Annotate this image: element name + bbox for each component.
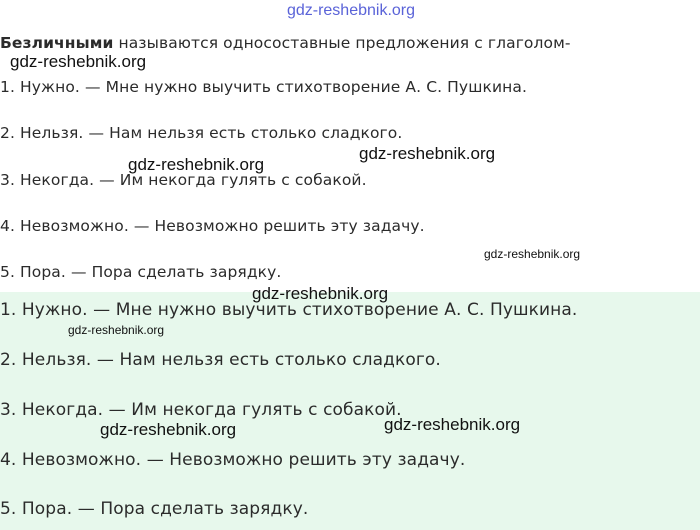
watermark: gdz-reshebnik.org bbox=[384, 415, 521, 434]
watermark: gdz-reshebnik.org bbox=[484, 247, 581, 261]
bottom-list-item-3: 3. Некогда. — Им некогда гулять с собакой. bbox=[0, 400, 402, 420]
watermark: gdz-reshebnik.org bbox=[68, 323, 165, 337]
top-list-item-5: 5. Пора. — Пора сделать зарядку. bbox=[0, 263, 282, 281]
header-watermark-text: gdz-reshebnik.org bbox=[286, 2, 416, 19]
definition-text: называются односоставные предложения с глаголом- bbox=[113, 34, 571, 52]
top-list-item-3: 3. Некогда. — Им некогда гулять с собакой. bbox=[0, 171, 367, 189]
watermark: gdz-reshebnik.org bbox=[252, 284, 389, 303]
bottom-list-item-4: 4. Невозможно. — Невозможно решить эту задачу. bbox=[0, 450, 466, 470]
definition-term: Безличными bbox=[0, 34, 114, 52]
watermark: gdz-reshebnik.org bbox=[100, 420, 237, 439]
header-watermark bbox=[0, 0, 700, 20]
top-list-item-2: 2. Нельзя. — Нам нельзя есть столько сладкого. bbox=[0, 124, 403, 142]
top-list-item-1: 1. Нужно. — Мне нужно выучить стихотворение А. С. Пушкина. bbox=[0, 78, 527, 96]
bottom-list-item-1: 1. Нужно. — Мне нужно выучить стихотворение А. С. Пушкина. bbox=[0, 300, 578, 320]
definition-line bbox=[0, 34, 571, 52]
watermark: gdz-reshebnik.org bbox=[10, 52, 147, 71]
bottom-list-item-5: 5. Пора. — Пора сделать зарядку. bbox=[0, 499, 309, 519]
watermark: gdz-reshebnik.org bbox=[359, 144, 496, 163]
top-list-item-4: 4. Невозможно. — Невозможно решить эту задачу. bbox=[0, 217, 425, 235]
watermark: gdz-reshebnik.org bbox=[128, 155, 265, 174]
bottom-list-item-2: 2. Нельзя. — Нам нельзя есть столько сладкого. bbox=[0, 350, 441, 370]
